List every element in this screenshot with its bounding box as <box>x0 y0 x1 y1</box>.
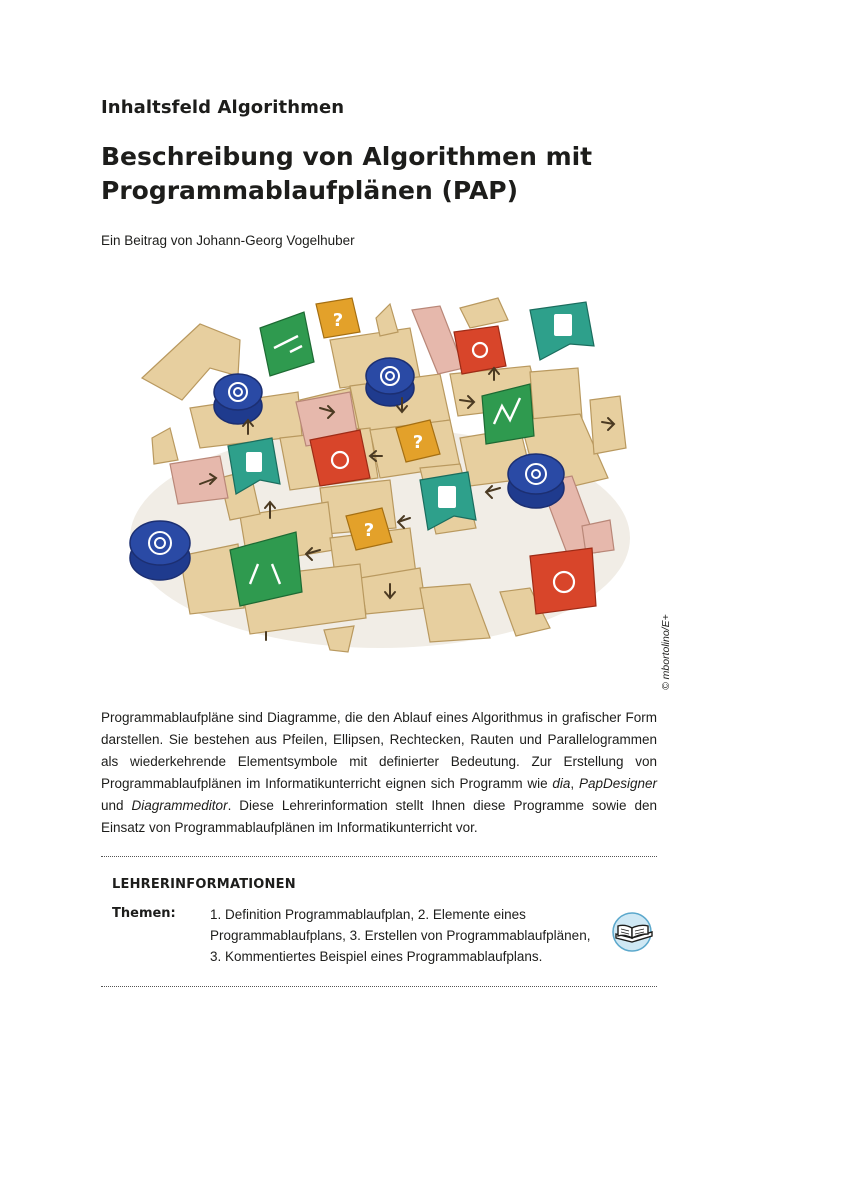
svg-text:?: ? <box>412 432 424 453</box>
flowchart-blocks-illustration <box>120 288 640 668</box>
intro-text-2: . Diese Lehrerinformation stellt Ihnen diese Programme sowie den Einsatz von Programmablaufplänen im Informatikunterricht vor. <box>101 798 657 835</box>
divider-bottom <box>101 986 657 987</box>
intro-text-1: Programmablaufpläne sind Diagramme, die den Ablauf eines Algorithmus in grafischer Form darstellen. Sie bestehen aus Pfeilen, Ellipsen, Rechtecken, Rauten und Parallelogrammen als wiederkehrende Elementsymbole mit definierter Bedeutung. Zur Erstellung von Programmablaufplänen im Informatikunterricht eignen sich Programm wie <box>101 710 657 791</box>
svg-text:?: ? <box>332 310 344 331</box>
content-field-label: Inhaltsfeld Algorithmen <box>101 97 345 118</box>
intro-sep-1: , <box>570 776 579 791</box>
tool-diagrammeditor: Diagrammeditor <box>131 798 228 813</box>
svg-text:?: ? <box>363 520 375 541</box>
tool-papdesigner: PapDesigner <box>578 776 657 791</box>
page-title: Beschreibung von Algorithmen mit Programmablaufplänen (PAP) <box>101 142 593 205</box>
tool-dia: dia <box>552 776 571 791</box>
book-icon <box>612 910 656 954</box>
author-line: Ein Beitrag von Johann-Georg Vogelhuber <box>101 233 355 248</box>
intro-sep-2: und <box>101 798 132 813</box>
divider-top <box>101 856 657 857</box>
teacher-info-heading: LEHRERINFORMATIONEN <box>112 877 296 892</box>
topics-label: Themen: <box>112 906 176 921</box>
intro-paragraph <box>101 707 657 839</box>
image-credit: © mbortolino/E+ <box>660 614 672 690</box>
topics-text: 1. Definition Programmablaufplan, 2. Elemente eines Programmablaufplans, 3. Erstellen von Programmablaufplänen, 3. Kommentiertes Beispiel eines Programmablaufplans. <box>210 907 591 964</box>
